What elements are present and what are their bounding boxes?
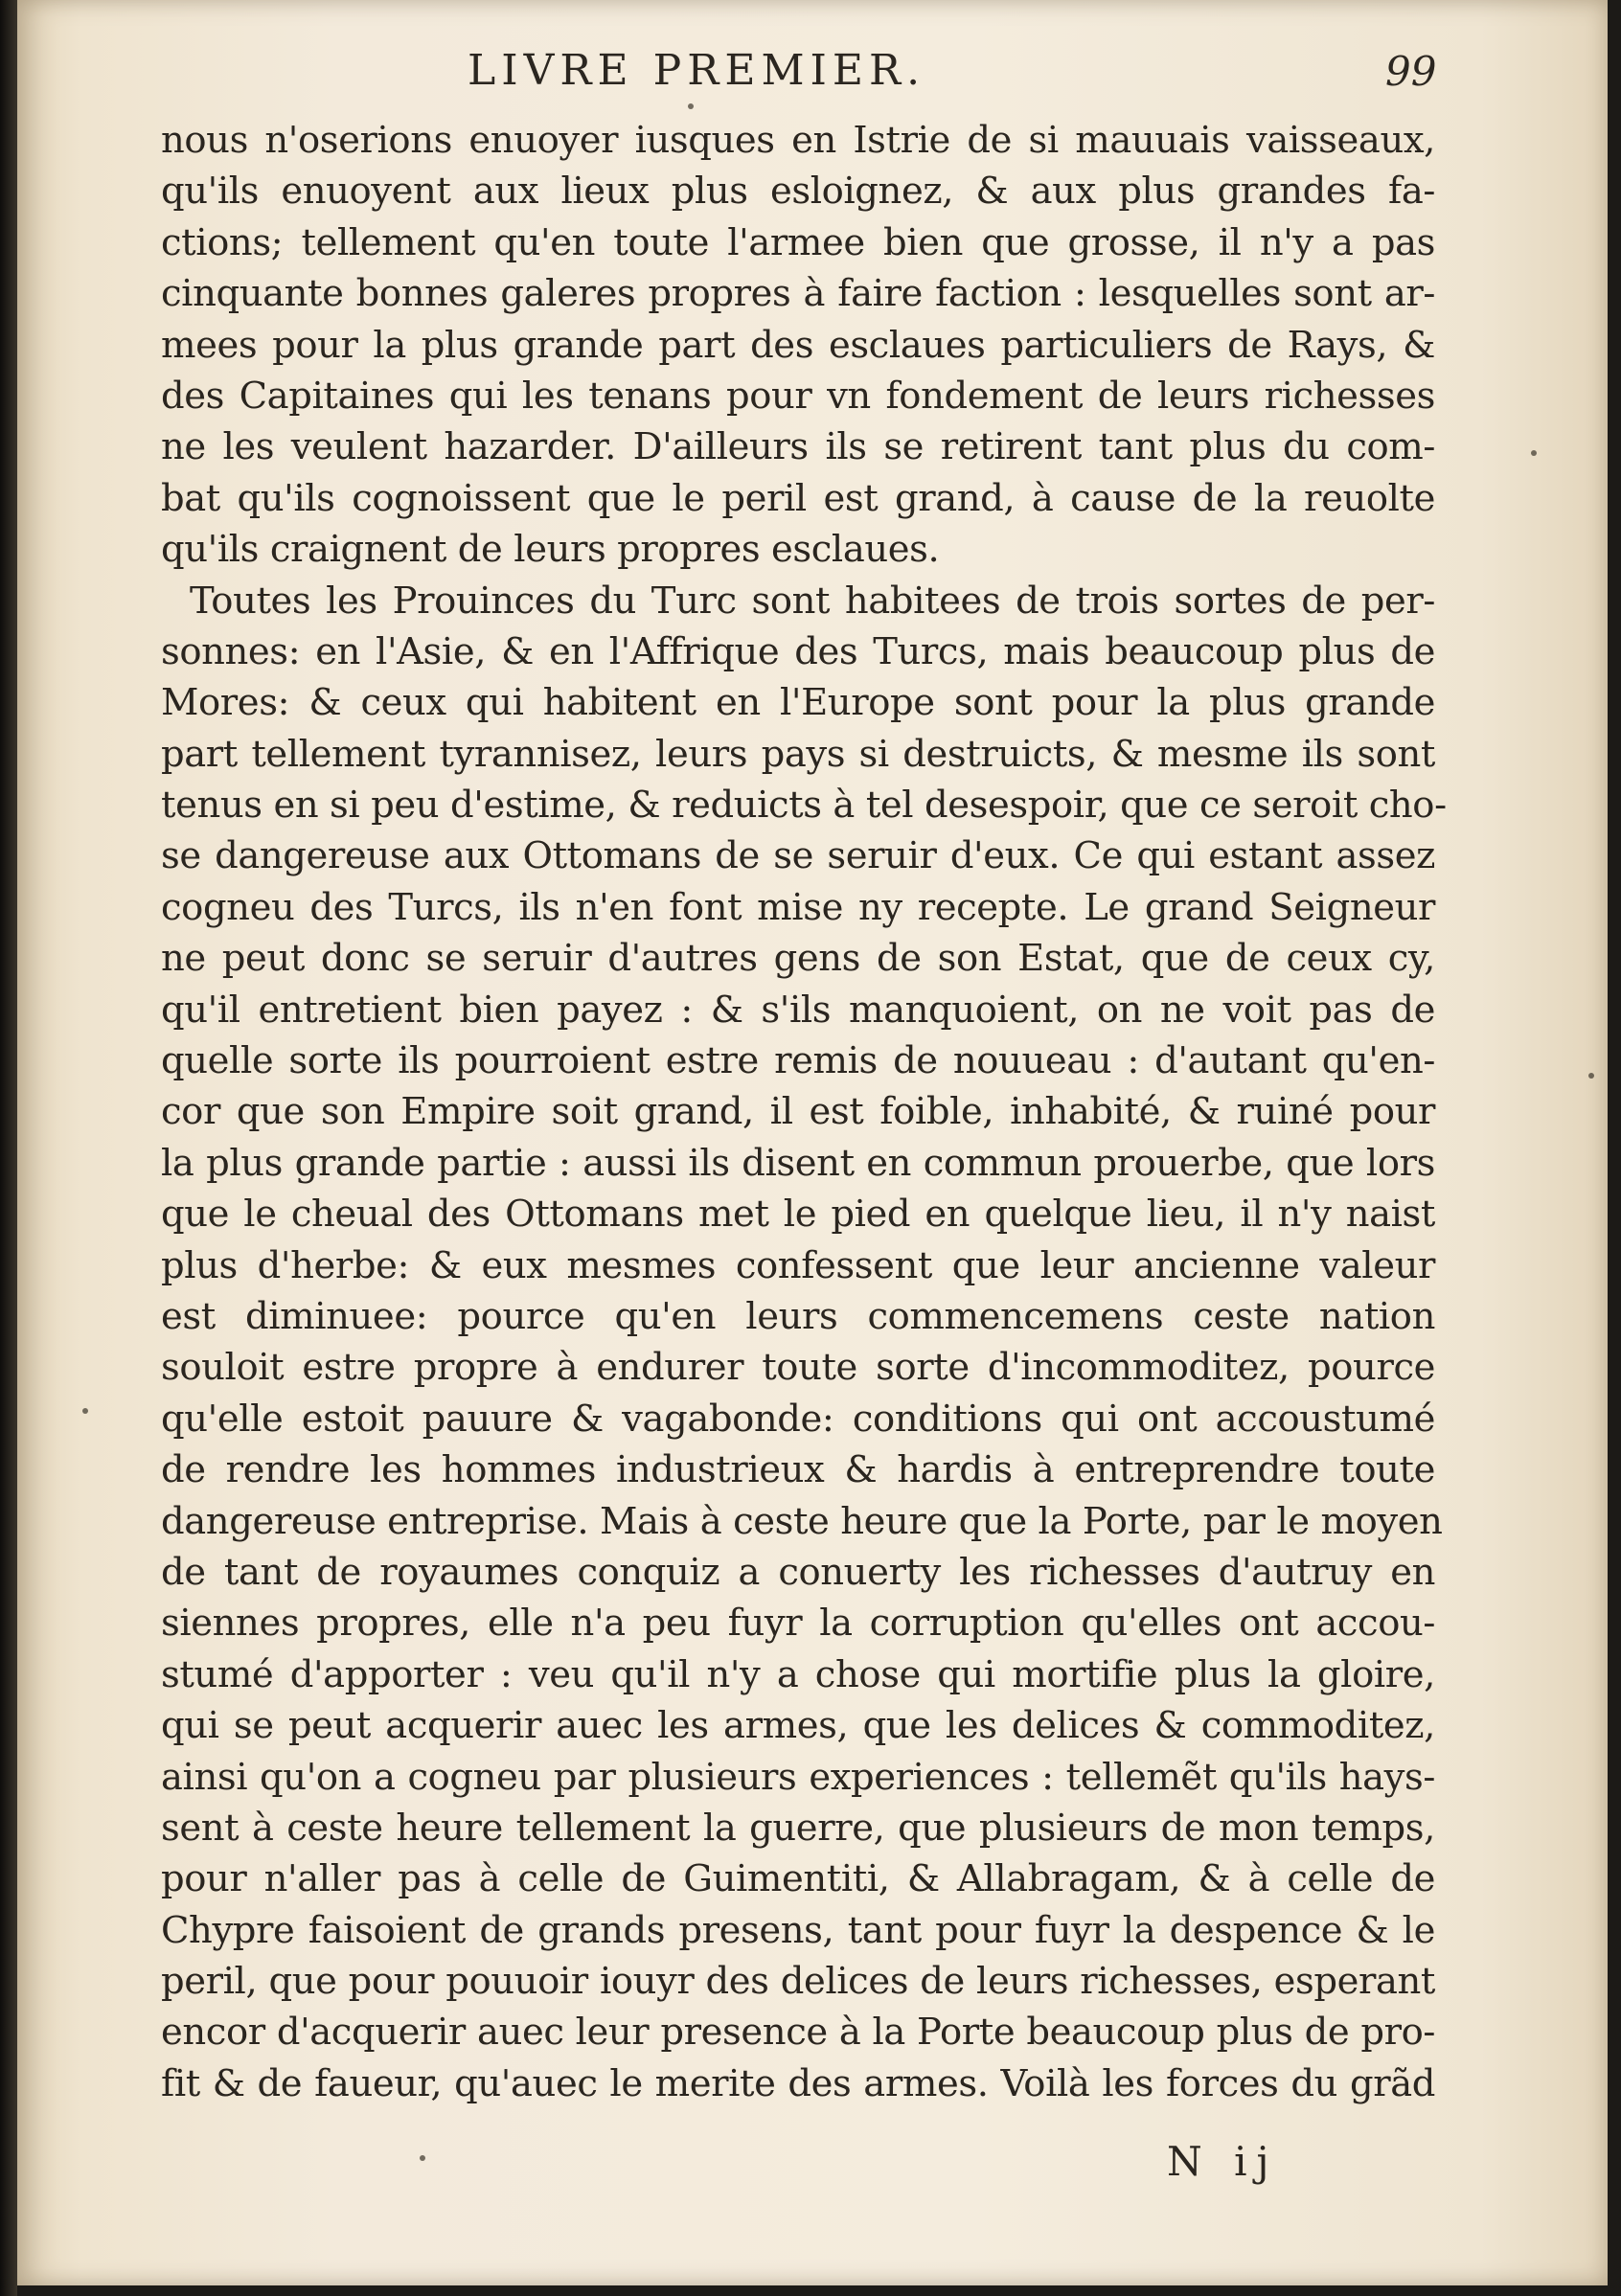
text-line: ne peut donc se seruir d'autres gens de son Estat, que de ceux cy, (161, 937, 1435, 981)
text-line: dangereuse entreprise. Mais à ceste heure que la Porte, par le moyen (161, 1499, 1443, 1543)
ink-speck (1588, 1073, 1594, 1079)
text-line: est diminuee: pource qu'en leurs commencemens ceste nation (161, 1294, 1435, 1338)
text-line: sonnes: en l'Asie, & en l'Affrique des Turcs, mais beaucoup plus de (161, 629, 1435, 673)
text-line: ctions; tellement qu'en toute l'armee bien que grosse, il n'y a pas (161, 220, 1435, 264)
text-line: qu'ils craignent de leurs propres esclaues. (161, 528, 940, 572)
text-line: tenus en si peu d'estime, & reduicts à tel desespoir, que ce seroit cho- (161, 784, 1447, 828)
running-title: LIVRE PREMIER. (468, 46, 926, 95)
ink-speck (82, 1408, 88, 1414)
text-line: se dangereuse aux Ottomans de se seruir d'eux. Ce qui estant assez (161, 834, 1435, 878)
text-line: cinquante bonnes galeres propres à faire faction : lesquelles sont ar- (161, 272, 1435, 316)
text-line: quelle sorte ils pourroient estre remis de nouueau : d'autant qu'en- (161, 1039, 1435, 1083)
book-page (17, 0, 1608, 2285)
text-line: Chypre faisoient de grands presens, tant pour fuyr la despence & le (161, 1908, 1435, 1952)
text-line: la plus grande partie : aussi ils disent en commun prouerbe, que lors (161, 1141, 1435, 1185)
ink-speck (1531, 450, 1537, 456)
text-line: plus d'herbe: & eux mesmes confessent que leur ancienne valeur (161, 1243, 1435, 1287)
text-line: nous n'oserions enuoyer iusques en Istrie de si mauuais vaisseaux, (161, 119, 1435, 162)
text-line: bat qu'ils cognoissent que le peril est grand, à cause de la reuolte (161, 476, 1435, 520)
text-line: part tellement tyrannisez, leurs pays si destruicts, & mesme ils sont (161, 732, 1435, 776)
text-line: ne les veulent hazarder. D'ailleurs ils se retirent tant plus du com- (161, 425, 1435, 469)
page-header (17, 38, 1608, 105)
text-line: ainsi qu'on a cogneu par plusieurs experiences : tellemẽt qu'ils hays- (161, 1755, 1435, 1799)
text-line: stumé d'apporter : veu qu'il n'y a chose qui mortifie plus la gloire, (161, 1652, 1435, 1696)
ink-speck (688, 103, 694, 109)
text-line: qu'elle estoit pauure & vagabonde: conditions qui ont accoustumé (161, 1397, 1435, 1441)
text-line: sent à ceste heure tellement la guerre, que plusieurs de mon temps, (161, 1806, 1435, 1850)
text-line: siennes propres, elle n'a peu fuyr la corruption qu'elles ont accou- (161, 1602, 1435, 1646)
text-line: que le cheual des Ottomans met le pied en quelque lieu, il n'y naist (161, 1193, 1435, 1237)
text-line: de tant de royaumes conquiz a conuerty les richesses d'autruy en (161, 1550, 1435, 1594)
text-line: des Capitaines qui les tenans pour vn fondement de leurs richesses (161, 374, 1435, 418)
text-line: de rendre les hommes industrieux & hardis à entreprendre toute (161, 1448, 1435, 1492)
text-line: cogneu des Turcs, ils n'en font mise ny recepte. Le grand Seigneur (161, 885, 1435, 929)
signature-mark: N ij (1167, 2138, 1279, 2185)
text-line: qu'il entretient bien payez : & s'ils manquoient, on ne voit pas de (161, 988, 1435, 1032)
text-line: souloit estre propre à endurer toute sorte d'incommoditez, pource (161, 1346, 1435, 1390)
text-line: Mores: & ceux qui habitent en l'Europe sont pour la plus grande (161, 681, 1435, 725)
text-line: qu'ils enuoyent aux lieux plus esloignez, & aux plus grandes fa- (161, 170, 1435, 214)
paragraph-start-line: Toutes les Prouinces du Turc sont habitees de trois sortes de per- (190, 579, 1435, 623)
text-line: encor d'acquerir auec leur presence à la Porte beaucoup plus de pro- (161, 2011, 1435, 2055)
text-line: peril, que pour pouuoir iouyr des delices de leurs richesses, esperant (161, 1960, 1435, 2004)
binding-edge (0, 0, 17, 2296)
body-text (161, 115, 1447, 2109)
text-line: pour n'aller pas à celle de Guimentiti, & Allabragam, & à celle de (161, 1857, 1435, 1901)
page-number: 99 (1385, 48, 1437, 95)
text-line: fit & de faueur, qu'auec le merite des armes. Voilà les forces du grãd (161, 2061, 1435, 2105)
ink-speck (420, 2155, 425, 2161)
text-line: qui se peut acquerir auec les armes, que les delices & commoditez, (161, 1704, 1435, 1748)
text-line: cor que son Empire soit grand, il est foible, inhabité, & ruiné pour (161, 1090, 1435, 1134)
text-line: mees pour la plus grande part des esclaues particuliers de Rays, & (161, 323, 1435, 367)
